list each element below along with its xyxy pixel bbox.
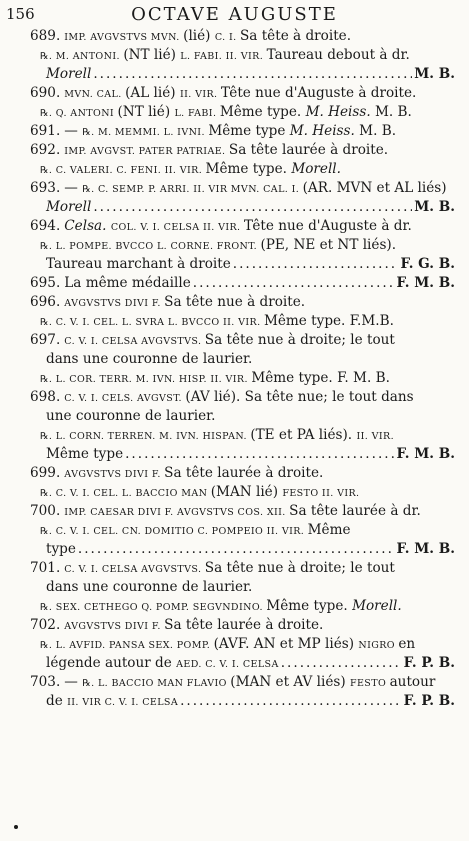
line-text (40, 522, 351, 538)
entry-number: 692. (30, 142, 61, 158)
text-run: ℞. L. BACCIO MAN FLAVIO (82, 678, 231, 689)
text-line (0, 312, 469, 331)
text-run: M. Heiss. (305, 104, 375, 120)
text-run: II. VIR. (179, 89, 221, 100)
entry-number: 694. (30, 218, 61, 234)
text-run: (AV lié). Sa tête nue; le tout dans (185, 389, 414, 405)
running-title: OCTAVE AUGUSTE (131, 4, 338, 25)
text-line (0, 293, 469, 312)
line-text (46, 540, 76, 559)
entry-number: 698. (30, 389, 61, 405)
line-text (30, 28, 351, 44)
line-text (46, 408, 215, 424)
text-line (0, 274, 469, 293)
line-text (30, 674, 435, 690)
text-line (0, 255, 469, 274)
text-line (0, 141, 469, 160)
text-run: M. B. (374, 104, 412, 120)
text-run: ℞. M. ANTONI. (40, 51, 124, 62)
text-line (0, 483, 469, 502)
text-line (0, 46, 469, 65)
line-text (30, 617, 323, 633)
dot-leader (93, 198, 412, 217)
dot-leader (93, 65, 412, 84)
text-run: AED. C. V. I. CELSA (176, 659, 279, 670)
entry-number: 693. (30, 180, 61, 196)
text-run: ℞. C. VALERI. C. FENI. II. VIR. (40, 165, 206, 176)
text-run: ℞. C. V. I. CEL. L. BACCIO MAN (40, 488, 211, 499)
text-run: Sa tête laurée à dr. (289, 503, 421, 519)
dot-leader (193, 274, 395, 293)
text-run: ℞. M. MEMMI. L. IVNI. (82, 127, 209, 138)
line-text (30, 503, 421, 519)
text-run: IMP. AVGVST. PATER PATRIAE. (64, 146, 229, 157)
line-text (30, 274, 191, 293)
text-run: Sa tête nue à droite; le tout (204, 560, 395, 576)
text-line (0, 27, 469, 46)
line-text (40, 313, 394, 329)
text-run: (PE, NE et NT liés). (260, 237, 397, 253)
line-text (40, 636, 415, 652)
text-run: Morell. (352, 598, 402, 614)
text-line (0, 331, 469, 350)
text-line (0, 540, 469, 559)
rarity-mark: F. G. B. (400, 256, 455, 272)
text-run: C. V. I. CELSA AVGVSTVS. (64, 336, 205, 347)
line-text (30, 218, 412, 234)
text-run: autour (389, 674, 436, 690)
entry-number: 702. (30, 617, 61, 633)
text-run: Taureau debout à dr. (266, 47, 410, 63)
dot-leader (281, 654, 402, 673)
text-run: Morell. (291, 161, 341, 177)
text-run: ℞. L. COR. TERR. M. IVN. HISP. II. VIR. (40, 374, 252, 385)
text-run: Même type. (205, 161, 292, 177)
line-text (30, 389, 414, 405)
text-run: légende autour de (46, 655, 177, 671)
line-text (46, 65, 91, 84)
text-run: (NT lié) (123, 47, 181, 63)
text-run: (MAN lié) (210, 484, 283, 500)
text-run: dans une couronne de laurier. (46, 579, 253, 595)
line-text (40, 47, 410, 63)
text-run: ℞. L. CORN. TERREN. M. IVN. HISPAN. (40, 431, 251, 442)
text-run: Tête nue d'Auguste à droite. (220, 85, 417, 101)
text-line (0, 464, 469, 483)
text-run: AVGVSTVS DIVI F. (64, 298, 165, 309)
entry-number: 700. (30, 503, 61, 519)
text-run: FESTO II. VIR. (282, 488, 360, 499)
text-line (0, 84, 469, 103)
text-line (0, 597, 469, 616)
text-run: Sa tête laurée à droite. (164, 465, 324, 481)
line-text (46, 351, 252, 367)
text-line (0, 198, 469, 217)
text-line (0, 692, 469, 711)
text-run: ℞. Q. ANTONI (40, 108, 118, 119)
text-run: ℞. C. SEMP. P. ARRI. II. VIR MVN. CAL. I. (82, 184, 303, 195)
text-line (0, 236, 469, 255)
line-text (40, 598, 402, 614)
text-run: (AL lié) (125, 85, 180, 101)
line-text (40, 161, 341, 177)
line-text (46, 692, 178, 711)
page-number: 156 (6, 5, 35, 23)
line-text (30, 142, 388, 158)
line-text (46, 579, 252, 595)
text-run: ℞. L. POMPE. BVCCO L. CORNE. FRONT. (40, 241, 261, 252)
line-text (40, 484, 359, 500)
text-run: Sa tête laurée à droite. (228, 142, 389, 158)
text-run: ℞. C. V. I. CEL. L. SVRA L. BVCCO II. VIR. (40, 317, 264, 328)
line-text (46, 445, 123, 464)
text-line (0, 179, 469, 198)
text-run: AVGVSTVS DIVI F. (64, 621, 165, 632)
text-line (0, 673, 469, 692)
line-text (40, 237, 396, 253)
rarity-mark: F. M. B. (396, 541, 455, 557)
text-run: Même type (46, 446, 124, 462)
text-run: L. FABI. (174, 108, 220, 119)
line-text (40, 370, 390, 386)
text-run: NIGRO (358, 640, 399, 651)
dot-leader (180, 692, 401, 711)
text-run: de (46, 693, 68, 709)
text-run: — (64, 123, 83, 139)
rarity-mark: F. P. B. (403, 693, 455, 709)
line-text (46, 654, 279, 673)
text-run: C. I. (214, 32, 240, 43)
text-run: L. FABI. II. VIR. (180, 51, 267, 62)
text-run: en (398, 636, 416, 652)
line-text (46, 198, 91, 217)
text-line (0, 388, 469, 407)
catalogue-text (0, 27, 469, 711)
entry-number: 697. (30, 332, 61, 348)
entry-number: 691. (30, 123, 61, 139)
text-run: (MAN et AV liés) (230, 674, 350, 690)
text-run: II. VIR. (356, 431, 394, 442)
text-run: (AR. MVN et AL liés) (302, 180, 447, 196)
text-run: Celsa. (64, 218, 111, 234)
line-text (30, 180, 447, 196)
text-line (0, 350, 469, 369)
line-text (46, 255, 231, 274)
text-run: (lié) (183, 28, 215, 44)
text-run: Sa tête à droite. (239, 28, 352, 44)
text-run: FESTO (349, 678, 390, 689)
line-text (30, 465, 323, 481)
text-line (0, 407, 469, 426)
text-run: (AVF. AN et MP liés) (213, 636, 359, 652)
dot-leader (78, 540, 395, 559)
text-run: Même type. (219, 104, 306, 120)
text-run: Même type. F. M. B. (251, 370, 390, 386)
text-run: ℞. C. V. I. CEL. CN. DOMITIO C. POMPEIO II. VIR. (40, 526, 308, 537)
text-line (0, 369, 469, 388)
text-line (0, 502, 469, 521)
margin-dot (14, 825, 18, 829)
text-run: type (46, 541, 76, 557)
text-run: M. Heiss. (289, 123, 360, 139)
line-text (30, 332, 395, 348)
text-run: Même type. (266, 598, 353, 614)
page-header (0, 4, 469, 26)
text-run: (NT lié) (117, 104, 175, 120)
text-run: Taureau marchant à droite (46, 256, 231, 272)
text-line (0, 559, 469, 578)
entry-number: 703. (30, 674, 61, 690)
text-run: M. B. (359, 123, 397, 139)
text-run: IMP. CAESAR DIVI F. AVGVSTVS COS. XII. (64, 507, 290, 518)
text-run: Morell (46, 199, 92, 215)
entry-number: 689. (30, 28, 61, 44)
text-run: II. VIR C. V. I. CELSA (67, 697, 179, 708)
text-run: Tête nue d'Auguste à dr. (243, 218, 412, 234)
text-run: C. V. I. CELS. AVGVST. (64, 393, 186, 404)
text-run: — (64, 180, 83, 196)
entry-number: 696. (30, 294, 61, 310)
text-line (0, 445, 469, 464)
entry-number: 701. (30, 560, 61, 576)
line-text (30, 294, 305, 310)
text-run: AVGVSTVS DIVI F. (64, 469, 165, 480)
line-text (30, 85, 416, 101)
text-line (0, 578, 469, 597)
rarity-mark: M. B. (414, 66, 455, 82)
dot-leader (233, 255, 399, 274)
text-run: COL. V. I. CELSA II. VIR. (110, 222, 244, 233)
text-run: ℞. L. AVFID. PANSA SEX. POMP. (40, 640, 214, 651)
rarity-mark: F. M. B. (396, 446, 455, 462)
text-line (0, 122, 469, 141)
entry-number: 690. (30, 85, 61, 101)
text-run: La même médaille (64, 275, 191, 291)
text-run: Morell (46, 66, 92, 82)
line-text (30, 123, 396, 139)
text-line (0, 426, 469, 445)
text-line (0, 65, 469, 84)
text-run: Même type. F.M.B. (263, 313, 394, 329)
text-run: — (64, 674, 83, 690)
line-text (30, 560, 395, 576)
text-run: MVN. CAL. (64, 89, 126, 100)
text-run: Même (307, 522, 351, 538)
text-run: Même type (208, 123, 290, 139)
text-run: C. V. I. CELSA AVGVSTVS. (64, 564, 205, 575)
text-run: dans une couronne de laurier. (46, 351, 253, 367)
line-text (40, 104, 412, 120)
text-run: Sa tête nue à droite. (164, 294, 306, 310)
rarity-mark: M. B. (414, 199, 455, 215)
text-line (0, 654, 469, 673)
text-run: Sa tête nue à droite; le tout (204, 332, 395, 348)
text-run: ℞. SEX. CETHEGO Q. POMP. SEGVNDINO. (40, 602, 267, 613)
text-line (0, 521, 469, 540)
text-line (0, 635, 469, 654)
entry-number: 699. (30, 465, 61, 481)
text-run: (TE et PA liés). (250, 427, 357, 443)
dot-leader (125, 445, 394, 464)
line-text (40, 427, 394, 443)
text-line (0, 103, 469, 122)
text-line (0, 160, 469, 179)
rarity-mark: F. P. B. (403, 655, 455, 671)
text-run: une couronne de laurier. (46, 408, 216, 424)
text-line (0, 616, 469, 635)
entry-number: 695. (30, 275, 61, 291)
text-line (0, 217, 469, 236)
text-run: IMP. AVGVSTVS MVN. (64, 32, 184, 43)
text-run: Sa tête laurée à droite. (164, 617, 324, 633)
rarity-mark: F. M. B. (396, 275, 455, 291)
